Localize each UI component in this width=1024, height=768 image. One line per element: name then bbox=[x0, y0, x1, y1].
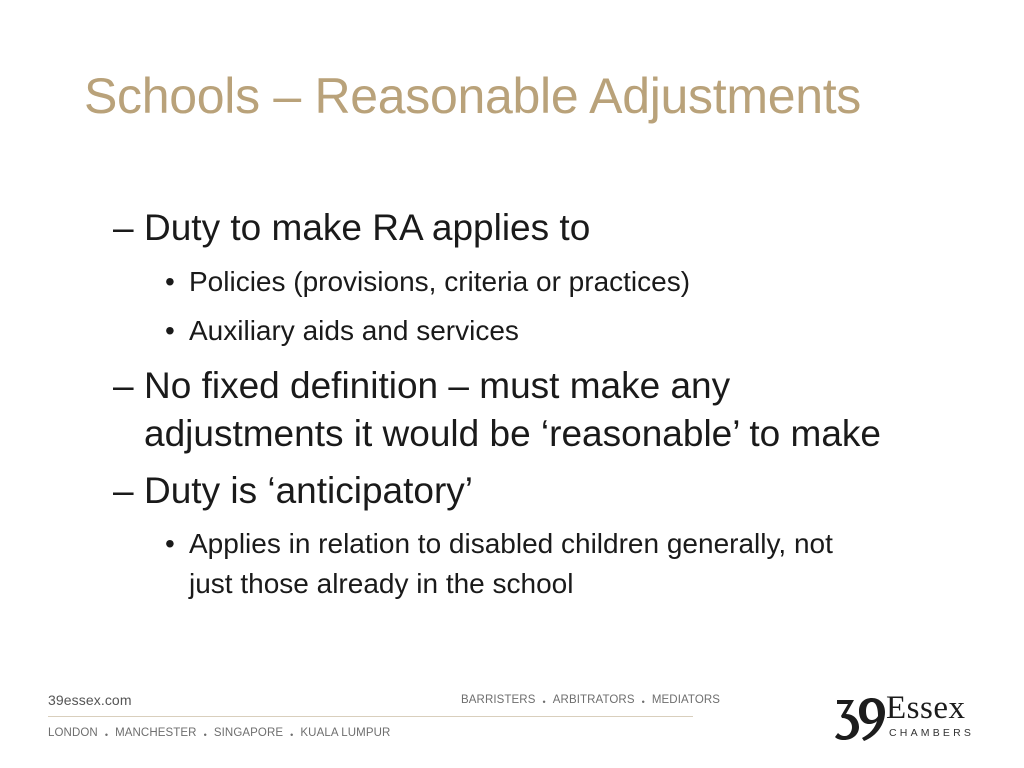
city-manchester: MANCHESTER bbox=[115, 727, 197, 739]
logo-subtitle: CHAMBERS bbox=[889, 727, 975, 739]
sub-bullet-text-line-1: Applies in relation to disabled children generally, not bbox=[189, 528, 833, 559]
logo-wordmark: Essex bbox=[886, 690, 966, 726]
footer-roles bbox=[461, 694, 720, 706]
separator-dot: • bbox=[542, 697, 546, 707]
city-singapore: SINGAPORE bbox=[213, 727, 284, 739]
separator-dot: • bbox=[641, 697, 645, 707]
role-mediators: MEDIATORS bbox=[651, 694, 721, 706]
city-kuala-lumpur: KUALA LUMPUR bbox=[300, 727, 391, 739]
slide-title: Schools – Reasonable Adjustments bbox=[84, 68, 861, 124]
dash-marker: – bbox=[113, 365, 134, 406]
separator-dot: • bbox=[290, 730, 294, 740]
dash-marker: – bbox=[113, 470, 134, 511]
sub-bullet-text-line-2: just those already in the school bbox=[189, 568, 574, 599]
dot-marker: • bbox=[165, 528, 175, 559]
footer-website: 39essex.com bbox=[48, 692, 132, 708]
bullet-text: Duty is ‘anticipatory’ bbox=[144, 470, 474, 511]
dot-marker: • bbox=[165, 266, 175, 297]
role-barristers: BARRISTERS bbox=[461, 694, 536, 706]
role-arbitrators: ARBITRATORS bbox=[552, 694, 635, 706]
sub-bullet-text: Auxiliary aids and services bbox=[189, 315, 519, 346]
logo-39-mark-icon bbox=[834, 694, 886, 742]
dot-marker: • bbox=[165, 315, 175, 346]
essex-chambers-logo bbox=[834, 690, 984, 744]
bullet-text: Duty to make RA applies to bbox=[144, 207, 591, 248]
separator-dot: • bbox=[203, 730, 207, 740]
footer-divider bbox=[48, 716, 693, 717]
city-london: LONDON bbox=[48, 727, 98, 739]
dash-marker: – bbox=[113, 207, 134, 248]
footer-cities bbox=[48, 727, 390, 739]
bullet-text-line-2: adjustments it would be ‘reasonable’ to make bbox=[144, 413, 881, 454]
separator-dot: • bbox=[104, 730, 109, 740]
bullet-text-line-1: No fixed definition – must make any bbox=[144, 365, 731, 406]
sub-bullet-text: Policies (provisions, criteria or practices) bbox=[189, 266, 691, 297]
